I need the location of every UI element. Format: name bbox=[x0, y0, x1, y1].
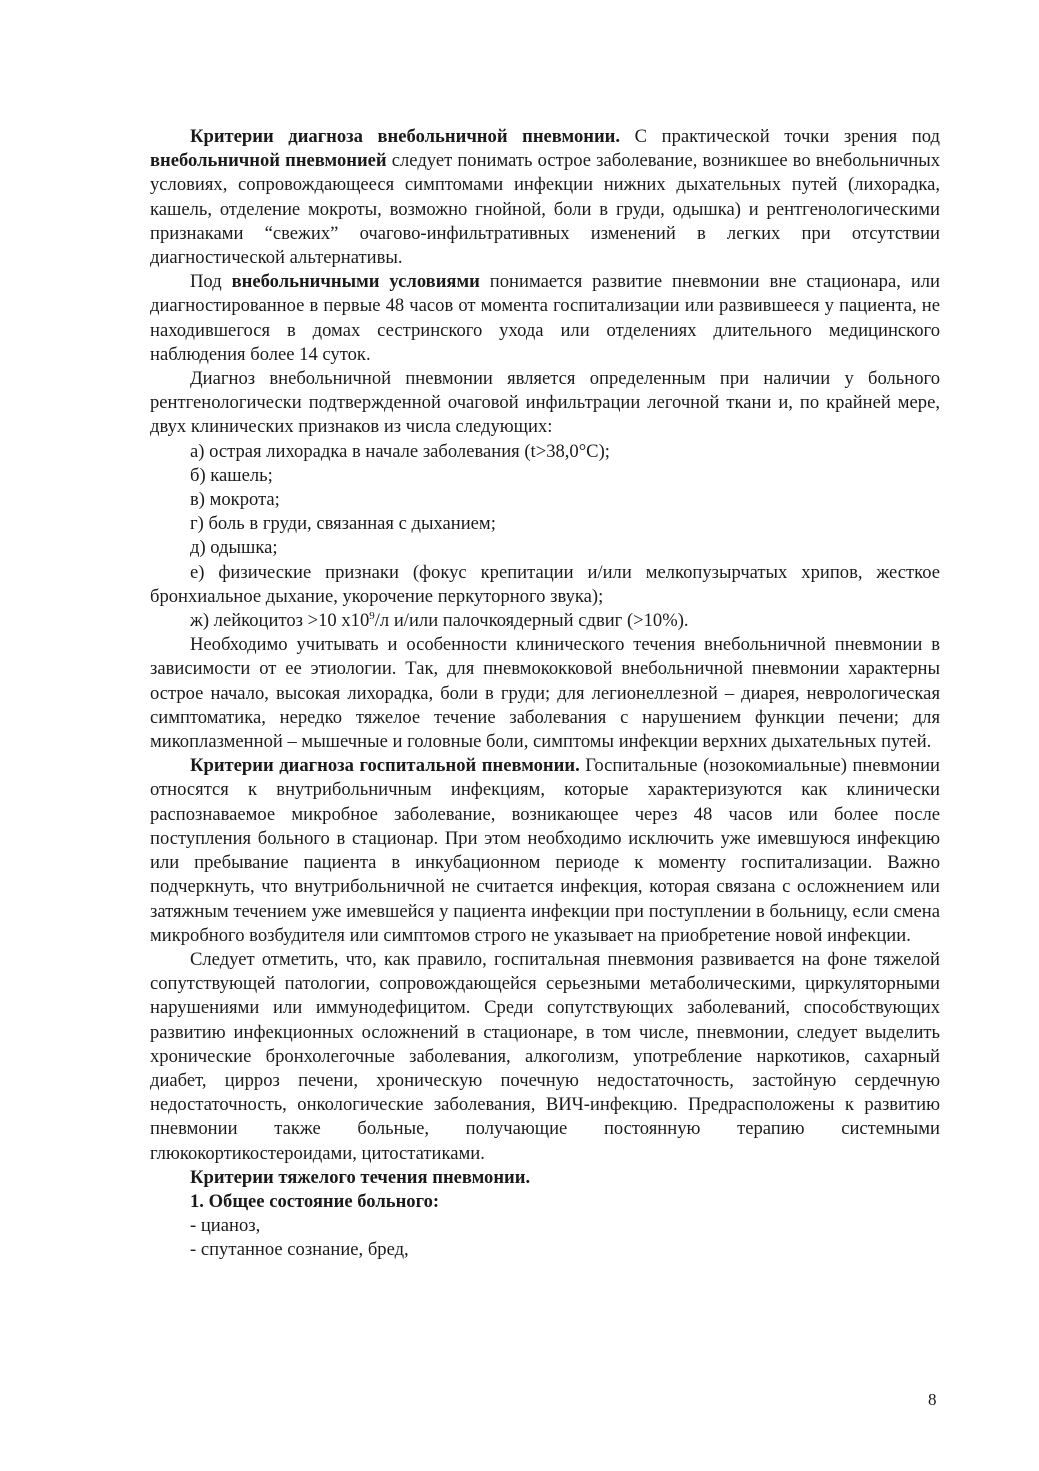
text: ж) лейкоцитоз >10 х10 bbox=[190, 610, 370, 632]
heading-text: 1. Общее состояние больного: bbox=[190, 1190, 440, 1212]
page-number: 8 bbox=[928, 1390, 937, 1409]
list-item-confusion: - спутанное сознание, бред, bbox=[190, 1239, 409, 1261]
list-item-zh bbox=[150, 609, 940, 633]
text: Под bbox=[190, 271, 232, 293]
text: /л и/или палочкоядерный сдвиг (>10%). bbox=[374, 610, 689, 632]
list-item-cyanosis: - цианоз, bbox=[190, 1215, 261, 1237]
document-page bbox=[150, 125, 940, 1263]
list-item-a: а) острая лихорадка в начале заболевания (t>38,0°С); bbox=[190, 440, 610, 462]
text: следует понимать острое заболевание, возникшее во внебольничных условиях, сопровождающееся симптомами инфекции нижних дыхательных путей (лихорадка, кашель, отделение мокроты, возможно гнойной, боли в груди, одышка) и рентгенологическими признаками “свежих” очагово-инфильтративных изменений в легких при отсутствии диагностической альтернативы. bbox=[150, 150, 941, 269]
term-community-pneumonia: внебольничной пневмонией bbox=[150, 150, 387, 172]
text: понимается развитие пневмонии вне стационара, или диагностированное в первые 48 часов от момента госпитализации или развившееся у пациента, не находившегося в домах сестринского ухода или отделениях длительного медицинского наблюдения более 14 суток. bbox=[150, 271, 940, 365]
term-community-conditions: внебольничными условиями bbox=[231, 271, 480, 293]
list-item-v: в) мокрота; bbox=[190, 489, 280, 511]
text: Госпитальные (нозокомиальные) пневмонии относятся к внутрибольничным инфекциям, которые характеризуются как клинически распознаваемое микробное заболевание, возникающее через 48 часов или более после поступления больного в стационар. При этом необходимо исключить уже имевшуюся инфекцию или пребывание пациента в инкубационном периоде к моменту госпитализации. Важно подчеркнуть, что внутрибольничной не считается инфекция, которая связана с осложнением или затяжным течением уже имевшейся у пациента инфекции при поступлении в больницу, если смена микробного возбудителя или симптомов строго не указывает на приобретение новой инфекции. bbox=[150, 755, 940, 946]
text: С практической точки зрения под bbox=[620, 126, 941, 147]
paragraph-diagnosis: Диагноз внебольничной пневмонии является определенным при наличии у больного рентгенологически подтвержденной очаговой инфильтрации легочной ткани и, по крайней мере, двух клинических признаков из числа следующих: bbox=[150, 368, 940, 438]
list-item-g: г) боль в груди, связанная с дыханием; bbox=[190, 513, 496, 535]
heading-community-pneumonia: Критерии диагноза внебольничной пневмонии. bbox=[190, 126, 621, 147]
paragraph-hospital-pneumonia-criteria bbox=[150, 754, 940, 948]
paragraph-community-conditions bbox=[150, 270, 940, 367]
heading-hospital-pneumonia: Критерии диагноза госпитальной пневмонии. bbox=[190, 755, 580, 777]
list-item-e: е) физические признаки (фокус крепитации и/или мелкопузырчатых хрипов, жесткое бронхиальное дыхание, укорочение перкуторного звука); bbox=[150, 561, 940, 607]
list-item-b: б) кашель; bbox=[190, 464, 273, 486]
superscript: 9 bbox=[369, 609, 375, 622]
list-item-d: д) одышка; bbox=[190, 537, 278, 559]
paragraph-community-pneumonia-criteria bbox=[150, 125, 940, 270]
heading-severe-criteria bbox=[150, 1166, 940, 1190]
heading-general-state bbox=[150, 1190, 940, 1214]
heading-text: Критерии тяжелого течения пневмонии. bbox=[190, 1166, 531, 1188]
paragraph-comorbidity: Следует отметить, что, как правило, госпитальная пневмония развивается на фоне тяжелой сопутствующей патологии, сопровождающейся серьезными метаболическими, циркуляторными нарушениями или иммунодефицитом. Среди сопутствующих заболеваний, способствующих развитию инфекционных осложнений в стационаре, в том числе, пневмонии, следует выделить хронические бронхолегочные заболевания, алкоголизм, употребление наркотиков, сахарный диабет, цирроз печени, хроническую почечную недостаточность, застойную сердечную недостаточность, онкологические заболевания, ВИЧ-инфекцию. Предрасположены к развитию пневмонии также больные, получающие постоянную терапию системными глюкокортикостероидами, цитостатиками. bbox=[150, 948, 940, 1164]
paragraph-etiology: Необходимо учитывать и особенности клинического течения внебольничной пневмонии в зависимости от ее этиологии. Так, для пневмококковой внебольничной пневмонии характерны острое начало, высокая лихорадка, боли в груди; для легионеллезной – диарея, неврологическая симптоматика, нередко тяжелое течение заболевания с нарушением функции печени; для микоплазменной – мышечные и головные боли, симптомы инфекции верхних дыхательных путей. bbox=[150, 634, 940, 753]
